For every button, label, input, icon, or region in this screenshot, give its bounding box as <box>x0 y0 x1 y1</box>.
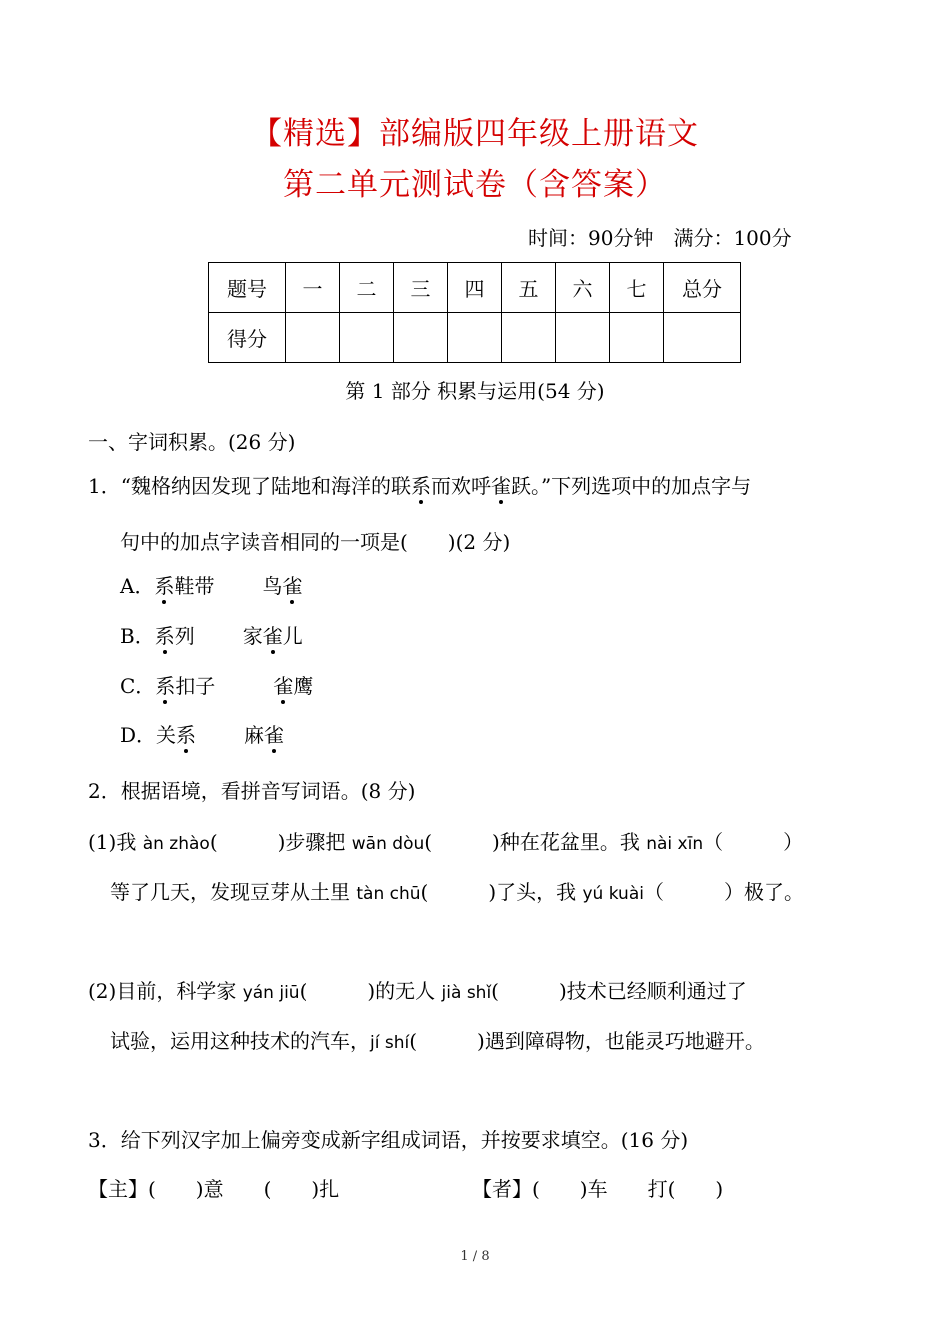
pinyin: tàn chū <box>356 884 421 904</box>
doc-title-line2: 第二单元测试卷（含答案） <box>283 167 667 203</box>
text-span: (2)目前，科学家 <box>88 979 243 1003</box>
pinyin: wān dòu <box>351 834 425 854</box>
score-input-cell[interactable] <box>610 313 664 363</box>
pinyin: jià shǐ <box>441 983 492 1003</box>
question-1-line1 <box>88 470 751 499</box>
text-span: 麻 <box>244 723 265 747</box>
answer-blank[interactable]: ( )了头，我 <box>420 880 583 904</box>
table-cell: 一 <box>286 263 340 313</box>
question-1-line2: 句中的加点字读音相同的一项是( )(2 分) <box>120 530 511 554</box>
score-input-cell[interactable] <box>340 313 394 363</box>
option-a[interactable] <box>120 570 302 599</box>
option-b[interactable] <box>120 620 303 649</box>
answer-blank[interactable]: ( )技术已经顺利通过了 <box>491 979 747 1003</box>
dotted-char: 系 <box>155 670 175 699</box>
question-3-left-group[interactable]: 【主】( )意 ( )扎 <box>88 1177 340 1201</box>
text-span: 试验，运用这种技术的汽车， <box>110 1029 370 1053</box>
text-span: 鞋带 <box>174 574 215 598</box>
text-span: (1)我 <box>88 830 143 854</box>
score-input-cell[interactable] <box>286 313 340 363</box>
dotted-char: 雀 <box>491 470 511 499</box>
pinyin: àn zhào <box>142 834 210 854</box>
part-heading: 第 1 部分 积累与运用(54 分) <box>345 379 605 403</box>
option-d[interactable] <box>120 719 284 748</box>
pinyin: yú kuài <box>582 884 644 904</box>
question-2-p1-line2 <box>110 876 804 905</box>
question-2-title: 2．根据语境，看拼音写词语。(8 分) <box>88 779 416 803</box>
score-input-cell[interactable] <box>556 313 610 363</box>
section-heading: 一、字词积累。(26 分) <box>88 430 296 454</box>
answer-blank[interactable]: ( )遇到障碍物，也能灵巧地避开。 <box>409 1029 765 1053</box>
dotted-char: 系 <box>176 719 196 748</box>
answer-blank[interactable]: ( )种在花盆里。我 <box>424 830 647 854</box>
table-cell: 六 <box>556 263 610 313</box>
question-3-right-group[interactable]: 【者】( )车 打( ) <box>472 1177 724 1201</box>
text-span: 鸟 <box>262 574 283 598</box>
text-span: 等了几天，发现豆芽从土里 <box>110 880 357 904</box>
doc-title-line1: 【精选】部编版四年级上册语文 <box>251 116 699 152</box>
dotted-char: 系 <box>411 470 431 499</box>
option-label: C． <box>120 674 156 698</box>
page-number: 1 / 8 <box>460 1249 490 1264</box>
score-table-header-row <box>209 263 741 313</box>
exam-meta: 时间：90分钟 满分：100分 <box>528 226 792 250</box>
question-2-p1-line1 <box>88 826 803 855</box>
question-3-title: 3．给下列汉字加上偏旁变成新字组成词语，并按要求填空。(16 分) <box>88 1128 689 1152</box>
text-span: 而欢呼 <box>430 474 491 498</box>
score-input-cell[interactable] <box>394 313 448 363</box>
dotted-char: 系 <box>155 620 175 649</box>
text-span: 列 <box>174 624 195 648</box>
dotted-char: 雀 <box>282 570 302 599</box>
answer-blank[interactable]: （ ） <box>703 830 804 854</box>
table-cell: 四 <box>448 263 502 313</box>
question-2-p2-line2 <box>110 1025 765 1054</box>
table-cell: 总分 <box>664 263 741 313</box>
pinyin: nài xīn <box>646 834 704 854</box>
option-c[interactable] <box>120 670 313 699</box>
pinyin: jí shí <box>370 1033 410 1053</box>
pinyin: yán jiū <box>242 983 300 1003</box>
score-table <box>208 262 741 363</box>
answer-blank[interactable]: ( )的无人 <box>299 979 442 1003</box>
table-cell: 得分 <box>209 313 286 363</box>
table-cell: 三 <box>394 263 448 313</box>
text-span: 跃。”下列选项中的加点字与 <box>510 474 752 498</box>
dotted-char: 雀 <box>273 670 293 699</box>
option-label: B． <box>120 624 155 648</box>
score-table-score-row <box>209 313 741 363</box>
text-span: 儿 <box>282 624 303 648</box>
question-2-p2-line1 <box>88 975 747 1004</box>
text-span: 扣子 <box>175 674 216 698</box>
table-cell: 七 <box>610 263 664 313</box>
dotted-char: 雀 <box>263 620 283 649</box>
text-span: 1．“魏格纳因发现了陆地和海洋的联 <box>88 474 411 498</box>
option-label: A． <box>120 574 155 598</box>
dotted-char: 系 <box>154 570 174 599</box>
table-cell: 题号 <box>209 263 286 313</box>
answer-blank[interactable]: ( )步骤把 <box>209 830 352 854</box>
text-span: 鹰 <box>293 674 314 698</box>
text-span: 家 <box>242 624 263 648</box>
table-cell: 五 <box>502 263 556 313</box>
dotted-char: 雀 <box>264 719 284 748</box>
score-input-cell[interactable] <box>448 313 502 363</box>
option-label: D．关 <box>120 723 177 747</box>
table-cell: 二 <box>340 263 394 313</box>
score-input-cell[interactable] <box>664 313 741 363</box>
score-input-cell[interactable] <box>502 313 556 363</box>
answer-blank[interactable]: （ ）极了。 <box>643 880 804 904</box>
